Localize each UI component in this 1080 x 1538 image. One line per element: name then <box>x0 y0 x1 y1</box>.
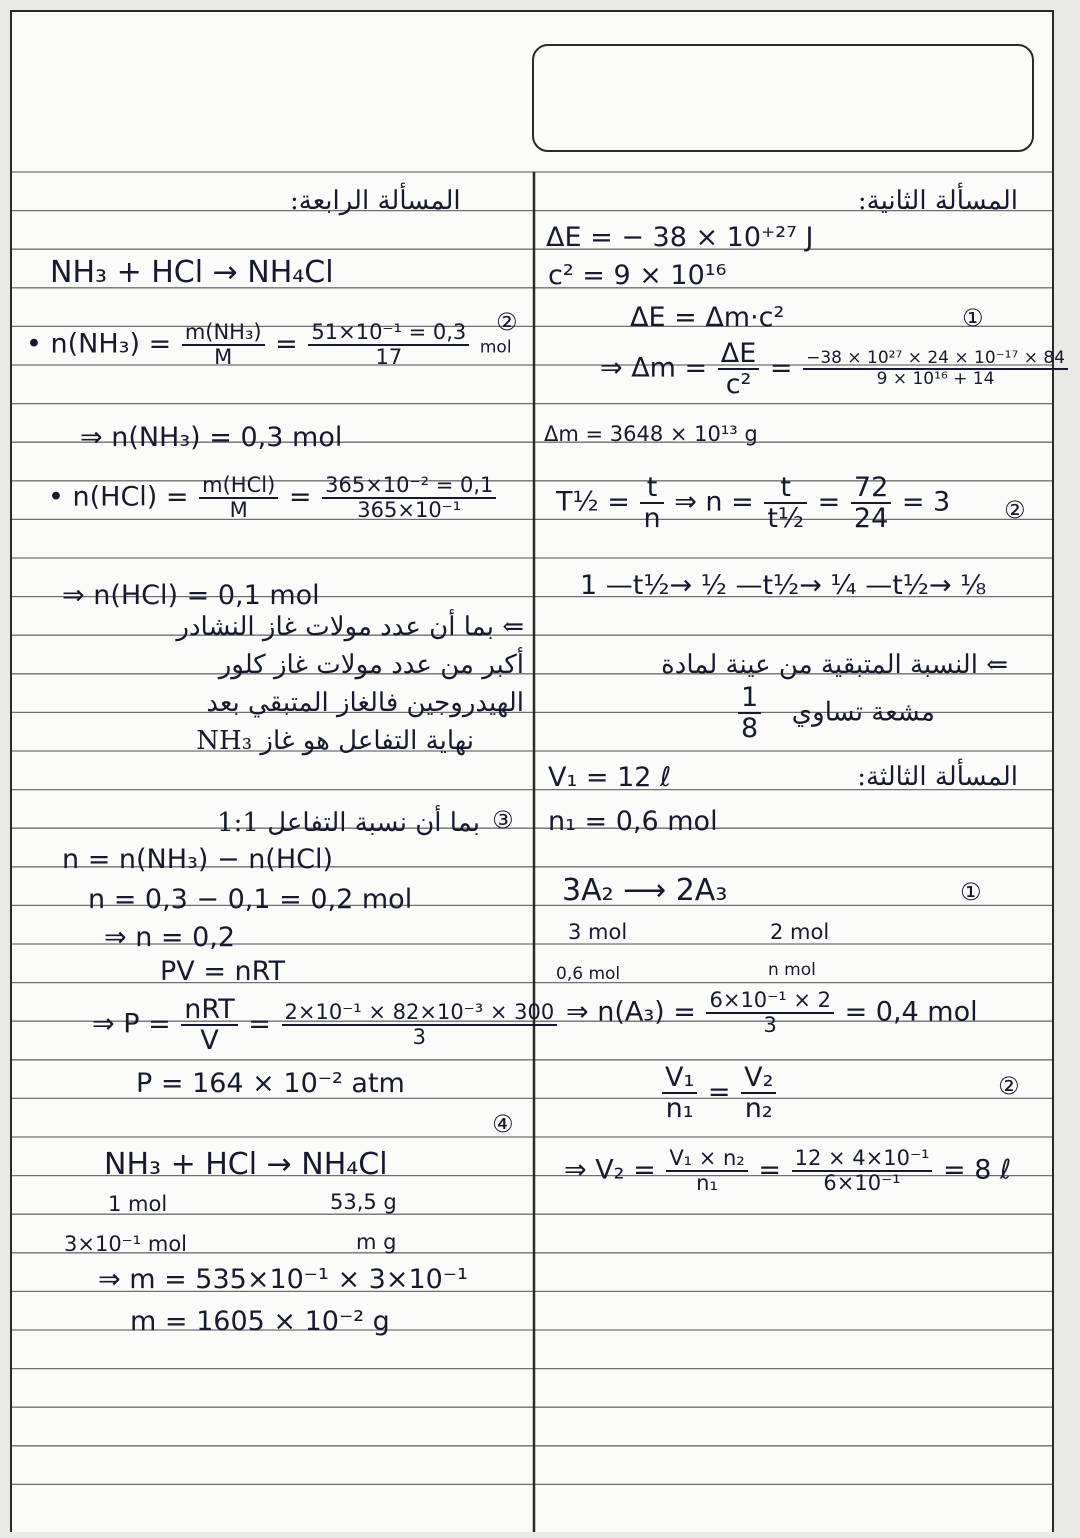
ideal-gas-law: PV = nRT <box>160 956 285 987</box>
n-nh3-calculation: • n(NH₃) = $\frac{\text{m(NH₃)}}{M}$ = $\frac{\text{51×10⁻¹ = 0,3}}{17}$ mol <box>26 320 512 369</box>
explanation-line-3: الهيدروجين فالغاز المتبقي بعد <box>206 688 524 718</box>
n-hcl-result: ⇒ n(HCl) = 0,1 mol <box>62 580 320 611</box>
c-squared-value: c² = 9 × 10¹⁶ <box>548 260 727 291</box>
problem-2-title: المسألة الثانية: <box>857 186 1018 216</box>
problem-3-title: المسألة الثالثة: <box>857 762 1018 792</box>
explanation-line-1: ⇐ بما أن عدد مولات غاز النشادر <box>176 612 524 642</box>
remaining-ratio-text-2: $\frac{1}{8}$ مشعة تساوي <box>736 684 935 742</box>
explanation-line-2: أكبر من عدد مولات غاز كلور <box>218 650 524 680</box>
delta-m-result: Δm = 3648 × 10¹³ g <box>544 422 758 446</box>
marker-1b-right: ① <box>960 878 982 906</box>
pressure-result: P = 164 × 10⁻² atm <box>136 1068 405 1099</box>
mol-2: 2 mol <box>770 920 830 944</box>
mol-3: 3 mol <box>568 920 628 944</box>
delta-e-value: ΔE = − 38 × 10⁺²⁷ J <box>546 222 814 253</box>
mass-energy-formula: ΔE = Δm·c² <box>630 302 785 333</box>
n-nh3-result: ⇒ n(NH₃) = 0,3 mol <box>80 422 343 453</box>
n-formula: n = n(NH₃) − n(HCl) <box>62 844 334 875</box>
mass-label-2: m g <box>356 1230 397 1254</box>
pressure-calculation: ⇒ P = $\frac{\text{nRT}}{V}$ = $\frac{\text{2×10⁻¹ × 82×10⁻³ × 300}}{3}$ <box>92 996 559 1054</box>
reaction-equation-2: NH₃ + HCl → NH₄Cl <box>104 1147 388 1182</box>
v1-value: V₁ = 12 ℓ <box>548 762 672 793</box>
decay-chain: 1 —t½→ ½ —t½→ ¼ —t½→ ⅛ <box>580 570 987 601</box>
mol-0-6: 0,6 mol <box>556 964 621 984</box>
explanation-line-4: نهاية التفاعل هو غاز NH₃ <box>196 726 474 756</box>
marker-3-left: ③ <box>492 806 514 834</box>
header-box <box>532 44 1034 152</box>
v2-calculation: ⇒ V₂ = $\frac{\text{V₁ × n₂}}{\text{n₁}}$ = $\frac{\text{12 × 4×10⁻¹}}{\text{6×10⁻¹}}$ = 8 ℓ <box>564 1146 1012 1195</box>
mol-label-2: 3×10⁻¹ mol <box>64 1232 187 1256</box>
n-calculation: n = 0,3 − 0,1 = 0,2 mol <box>88 884 413 915</box>
marker-1-right: ① <box>962 304 984 332</box>
volume-ratio: $\frac{\text{V₁}}{\text{n₁}}$ = $\frac{\text{V₂}}{\text{n₂}}$ <box>660 1064 778 1122</box>
mol-n: n mol <box>768 960 816 980</box>
remaining-ratio-text-1: ⇐ النسبة المتبقية من عينة لمادة <box>661 650 1008 680</box>
mol-label-1: 1 mol <box>108 1192 168 1216</box>
problem-4-title: المسألة الرابعة: <box>290 186 461 216</box>
n-result: ⇒ n = 0,2 <box>104 922 236 953</box>
delta-m-calculation: ⇒ Δm = $\frac{\Delta E}{\text{c²}}$ = $\frac{\text{−38 × 10²⁷ × 24 × 10⁻¹⁷ × 84}}{\text{9 × 10¹⁶ + 14}}$ <box>600 340 1070 398</box>
marker-2-left: ② <box>496 308 518 336</box>
reaction-3a2-2a3: 3A₂ ⟶ 2A₃ <box>562 873 728 908</box>
reaction-ratio-text: بما أن نسبة التفاعل 1:1 <box>217 808 480 838</box>
reaction-equation-1: NH₃ + HCl → NH₄Cl <box>50 255 334 290</box>
n-hcl-calculation: • n(HCl) = $\frac{\text{m(HCl)}}{M}$ = $\frac{\text{365×10⁻² = 0,1}}{\text{365×10⁻¹}}$ <box>48 475 498 521</box>
mass-label-1: 53,5 g <box>330 1190 397 1214</box>
half-life-calculation: T½ = $\frac{t}{n}$ ⇒ n = $\frac{t}{\text{t½}}$ = $\frac{72}{24}$ = 3 <box>556 472 951 534</box>
marker-2-right: ② <box>1004 496 1026 524</box>
marker-2b-right: ② <box>998 1072 1020 1100</box>
n1-value: n₁ = 0,6 mol <box>548 806 718 837</box>
n-a3-calculation: ⇒ n(A₃) = $\frac{\text{6×10⁻¹ × 2}}{3}$ = 0,4 mol <box>566 988 978 1037</box>
marker-4-left: ④ <box>492 1110 514 1138</box>
mass-calculation: ⇒ m = 535×10⁻¹ × 3×10⁻¹ <box>98 1264 468 1295</box>
mass-result: m = 1605 × 10⁻² g <box>130 1306 390 1337</box>
